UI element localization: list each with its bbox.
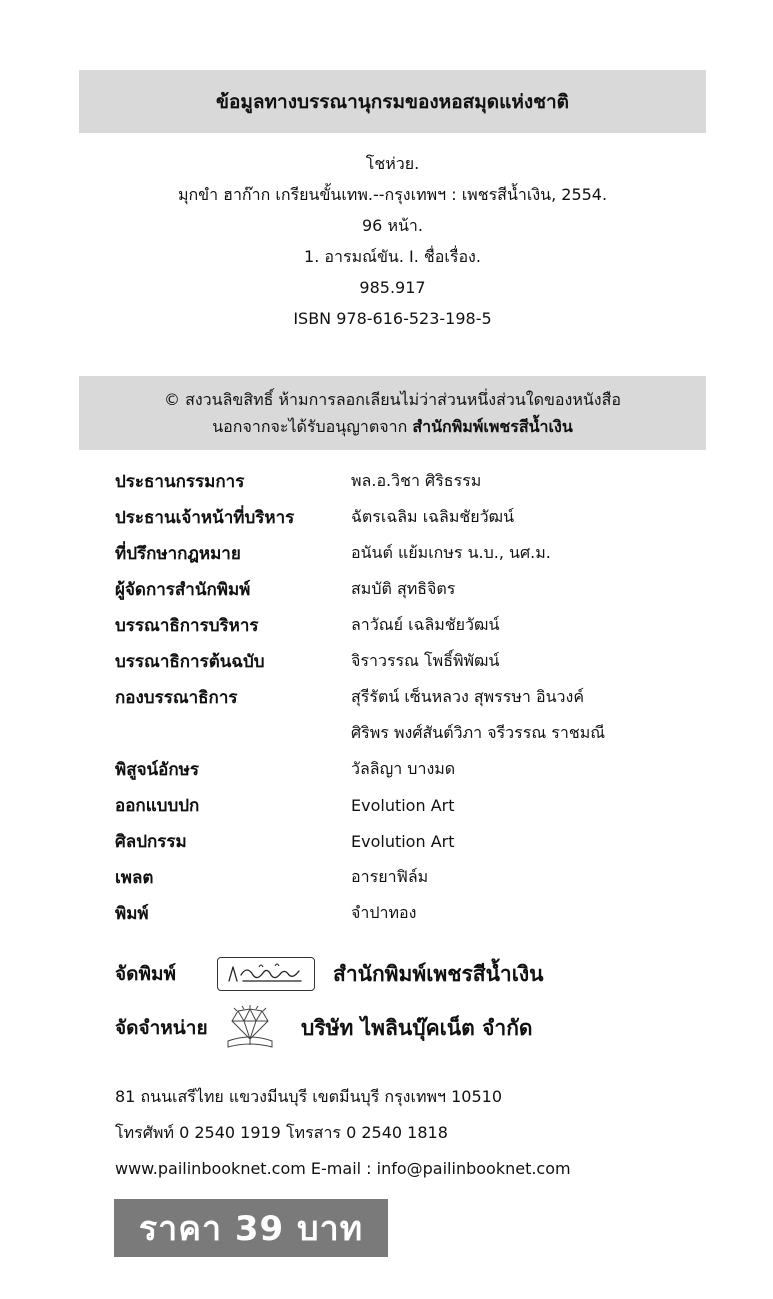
contact-address xyxy=(115,1079,571,1187)
staff-person: ศิริพร พงศ์สันต์วิภา จรีวรรณ ราชมณี xyxy=(351,722,606,742)
staff-row xyxy=(115,535,715,571)
staff-person: จิราวรรณ โพธิ์พิพัฒน์ xyxy=(351,650,500,670)
price-box xyxy=(114,1199,388,1257)
staff-row xyxy=(115,859,715,895)
staff-row xyxy=(115,715,715,751)
web-email-line: www.pailinbooknet.com E-mail : info@pailinbooknet.com xyxy=(115,1159,571,1178)
cip-line-imprint: มุกขำ ฮาก๊าก เกรียนขั้นเทพ.--กรุงเทพฯ : เพชรสีน้ำเงิน, 2554. xyxy=(177,185,608,204)
publisher-name: สำนักพิมพ์เพชรสีน้ำเงิน xyxy=(333,961,544,986)
staff-person: อารยาฟิล์ม xyxy=(351,866,429,886)
staff-person: Evolution Art xyxy=(351,831,455,851)
staff-person: สมบัติ สุทธิจิตร xyxy=(351,578,456,598)
staff-credits xyxy=(115,463,715,931)
phone-line: โทรศัพท์ 0 2540 1919 โทรสาร 0 2540 1818 xyxy=(115,1123,448,1142)
staff-person: ฉัตรเฉลิม เฉลิมชัยวัฒน์ xyxy=(351,506,515,526)
diamond-icon xyxy=(220,1005,280,1051)
staff-row xyxy=(115,643,715,679)
staff-person: สุรีรัตน์ เซ็นหลวง สุพรรษา อินวงค์ xyxy=(351,686,585,706)
cip-line-pages: 96 หน้า. xyxy=(362,216,423,235)
publisher-logo xyxy=(217,957,315,991)
cip-title: ข้อมูลทางบรรณานุกรมของหอสมุดแห่งชาติ xyxy=(215,90,570,113)
staff-row xyxy=(115,751,715,787)
signature-logo-icon xyxy=(223,961,309,987)
staff-row xyxy=(115,499,715,535)
staff-row xyxy=(115,679,715,715)
staff-person: วัลลิญา บางมด xyxy=(351,758,456,778)
staff-role: บรรณาธิการบริหาร xyxy=(115,615,259,636)
copyright-line-2 xyxy=(79,413,706,440)
staff-role: พิมพ์ xyxy=(115,903,149,924)
staff-row xyxy=(115,463,715,499)
staff-role: ศิลปกรรม xyxy=(115,831,187,852)
staff-role: ผู้จัดการสำนักพิมพ์ xyxy=(115,579,251,600)
distributor-name: บริษัท ไพลินบุ๊คเน็ต จำกัด xyxy=(301,1015,533,1040)
copyright-line-2-text: นอกจากจะได้รับอนุญาตจาก xyxy=(212,417,413,436)
distributor-logo xyxy=(217,1005,283,1051)
staff-role: พิสูจน์อักษร xyxy=(115,759,200,780)
staff-row xyxy=(115,823,715,859)
staff-row xyxy=(115,787,715,823)
cip-record xyxy=(79,148,706,334)
staff-role: กองบรรณาธิการ xyxy=(115,687,238,708)
cip-header xyxy=(79,70,706,133)
publisher-row xyxy=(115,957,544,991)
staff-person: พล.อ.วิชา ศิริธรรม xyxy=(351,470,482,490)
staff-role: ประธานเจ้าหน้าที่บริหาร xyxy=(115,507,295,528)
staff-row xyxy=(115,607,715,643)
staff-role: ประธานกรรมการ xyxy=(115,471,245,492)
staff-row xyxy=(115,571,715,607)
cip-line-subject: 1. อารมณ์ขัน. I. ชื่อเรื่อง. xyxy=(304,247,481,266)
copyright-notice xyxy=(79,376,706,450)
cip-line-isbn: ISBN 978-616-523-198-5 xyxy=(293,309,492,328)
price-text: ราคา 39 บาท xyxy=(138,1209,364,1249)
staff-row xyxy=(115,895,715,931)
distributor-row xyxy=(115,1005,533,1051)
staff-person: ลาวัณย์ เฉลิมชัยวัฒน์ xyxy=(351,614,500,634)
staff-role: บรรณาธิการต้นฉบับ xyxy=(115,651,265,672)
copyright-publisher: สำนักพิมพ์เพชรสีน้ำเงิน xyxy=(412,417,573,436)
staff-person: อนันต์ แย้มเกษร น.บ., นศ.ม. xyxy=(351,542,551,562)
staff-person: จำปาทอง xyxy=(351,902,417,922)
cip-line-title: โชห่วย. xyxy=(365,154,420,173)
address-line: 81 ถนนเสรีไทย แขวงมีนบุรี เขตมีนบุรี กรุงเทพฯ 10510 xyxy=(115,1087,502,1106)
staff-role: ออกแบบปก xyxy=(115,795,200,816)
staff-role: ที่ปรึกษากฎหมาย xyxy=(115,543,241,564)
staff-person: Evolution Art xyxy=(351,795,455,815)
cip-line-classification: 985.917 xyxy=(359,278,426,297)
publisher-label: จัดพิมพ์ xyxy=(115,963,177,985)
copyright-line-1: © สงวนลิขสิทธิ์ ห้ามการลอกเลียนไม่ว่าส่วนหนึ่งส่วนใดของหนังสือ xyxy=(164,390,621,409)
staff-role: เพลต xyxy=(115,867,154,888)
distributor-label: จัดจำหน่าย xyxy=(115,1017,208,1039)
